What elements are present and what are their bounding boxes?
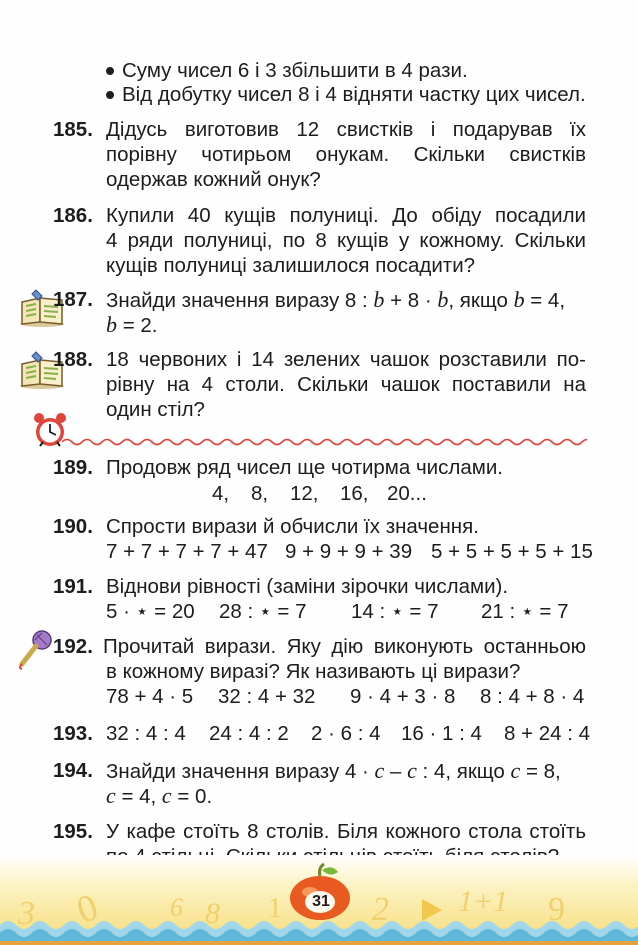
- task-194-number: 194.: [53, 759, 93, 782]
- task-195-line-1: У кафе стоїть 8 столів. Біля кожного стола стоїть: [106, 820, 586, 843]
- task-188-number: 188.: [53, 348, 93, 371]
- task-191-line-1: Віднови рівності (заміни зірочки числами).: [106, 575, 509, 598]
- task-193-number: 193.: [53, 722, 93, 745]
- task-189-line-1: Продовж ряд чисел ще чотирма числами.: [106, 456, 503, 479]
- task-190-expr-3: 5 + 5 + 5 + 5 + 15: [431, 540, 593, 563]
- bullet-dot: [106, 67, 114, 75]
- task-186-line-2: 4 ряди полуниці, по 8 кущів у кожному. Скільки: [106, 229, 586, 252]
- task-191-expr-3: 14 : ⋆ = 7: [351, 600, 439, 623]
- footer-digit: 2: [372, 891, 389, 928]
- task-190-expr-2: 9 + 9 + 9 + 39: [285, 540, 413, 563]
- task-192-expr-1: 78 + 4 · 5: [106, 685, 194, 708]
- task-194-line-1: Знайди значення виразу 4 · c – c : 4, якщо c = 8,: [106, 758, 561, 783]
- task-191-number: 191.: [53, 575, 93, 598]
- task-191-expr-4: 21 : ⋆ = 7: [481, 600, 569, 623]
- footer-digit: 9: [548, 891, 565, 928]
- footer-digit: 1: [268, 893, 282, 924]
- apple-icon: [284, 862, 356, 922]
- task-193-expr-4: 16 · 1 : 4: [401, 722, 482, 745]
- task-193-expr-1: 32 : 4 : 4: [106, 722, 186, 745]
- microphone-icon: [16, 628, 54, 670]
- task-187-line-2: b = 2.: [106, 312, 158, 337]
- bullet-text-1: Суму чисел 6 і 3 збільшити в 4 рази.: [122, 59, 468, 82]
- task-189-number: 189.: [53, 456, 93, 479]
- task-190-expr-1: 7 + 7 + 7 + 7 + 47: [106, 540, 268, 563]
- task-189-seq-4: 16,: [340, 482, 369, 505]
- task-189-seq-5: 20...: [387, 482, 427, 505]
- task-189-seq-3: 12,: [290, 482, 319, 505]
- footer-digit: 8: [205, 897, 220, 930]
- footer-digit: 1+1: [458, 885, 509, 918]
- footer-digit: 3: [18, 895, 35, 932]
- task-192-line-1: Прочитай вирази. Яку дію виконують останньою: [103, 635, 586, 658]
- task-192-line-2: в кожному виразі? Як називають ці вирази?: [106, 660, 521, 683]
- task-190-line-1: Спрости вирази й обчисли їх значення.: [106, 515, 479, 538]
- wavy-separator: [62, 436, 587, 448]
- task-193-expr-5: 8 + 24 : 4: [504, 722, 591, 745]
- task-191-expr-2: 28 : ⋆ = 7: [219, 600, 307, 623]
- task-185-number: 185.: [53, 118, 93, 141]
- footer-digit: 0: [71, 886, 104, 932]
- task-195-number: 195.: [53, 820, 93, 843]
- task-188-line-1: 18 червоних і 14 зелених чашок розставили по-: [106, 348, 586, 371]
- task-190-number: 190.: [53, 515, 93, 538]
- bullet-dot: [106, 91, 114, 99]
- task-194-line-2: c = 4, c = 0.: [106, 783, 213, 808]
- play-triangle-icon: [420, 897, 444, 923]
- task-193-expr-3: 2 · 6 : 4: [311, 722, 381, 745]
- task-192-expr-4: 8 : 4 + 8 · 4: [480, 685, 585, 708]
- task-186-line-1: Купили 40 кущів полуниці. До обіду посадили: [106, 204, 586, 227]
- task-192-expr-3: 9 · 4 + 3 · 8: [350, 685, 456, 708]
- task-186-line-3: кущів полуниці залишилося посадити?: [106, 254, 476, 277]
- task-189-seq-1: 4,: [212, 482, 230, 505]
- task-187-number: 187.: [53, 288, 93, 311]
- bullet-text-2: Від добутку чисел 8 і 4 відняти частку цих чисел.: [122, 83, 586, 106]
- task-191-expr-1: 5 · ⋆ = 20: [106, 600, 195, 623]
- task-185-line-3: одержав кожний онук?: [106, 168, 321, 191]
- task-193-expr-2: 24 : 4 : 2: [209, 722, 289, 745]
- task-189-seq-2: 8,: [251, 482, 269, 505]
- task-188-line-2: рівну на 4 столи. Скільки чашок поставили на: [106, 373, 586, 396]
- task-185-line-1: Дідусь виготовив 12 свистків і подарував їх: [106, 118, 586, 141]
- task-192-number: 192.: [53, 635, 93, 658]
- task-186-number: 186.: [53, 204, 93, 227]
- page-number: 31: [312, 893, 330, 910]
- task-185-line-2: порівну чотирьом онукам. Скільки свистків: [106, 143, 586, 166]
- task-192-expr-2: 32 : 4 + 32: [218, 685, 316, 708]
- task-187-line-1: Знайди значення виразу 8 : b + 8 · b, якщо b = 4,: [106, 287, 566, 312]
- footer-digit: 6: [170, 893, 183, 922]
- task-188-line-3: один стіл?: [106, 398, 205, 421]
